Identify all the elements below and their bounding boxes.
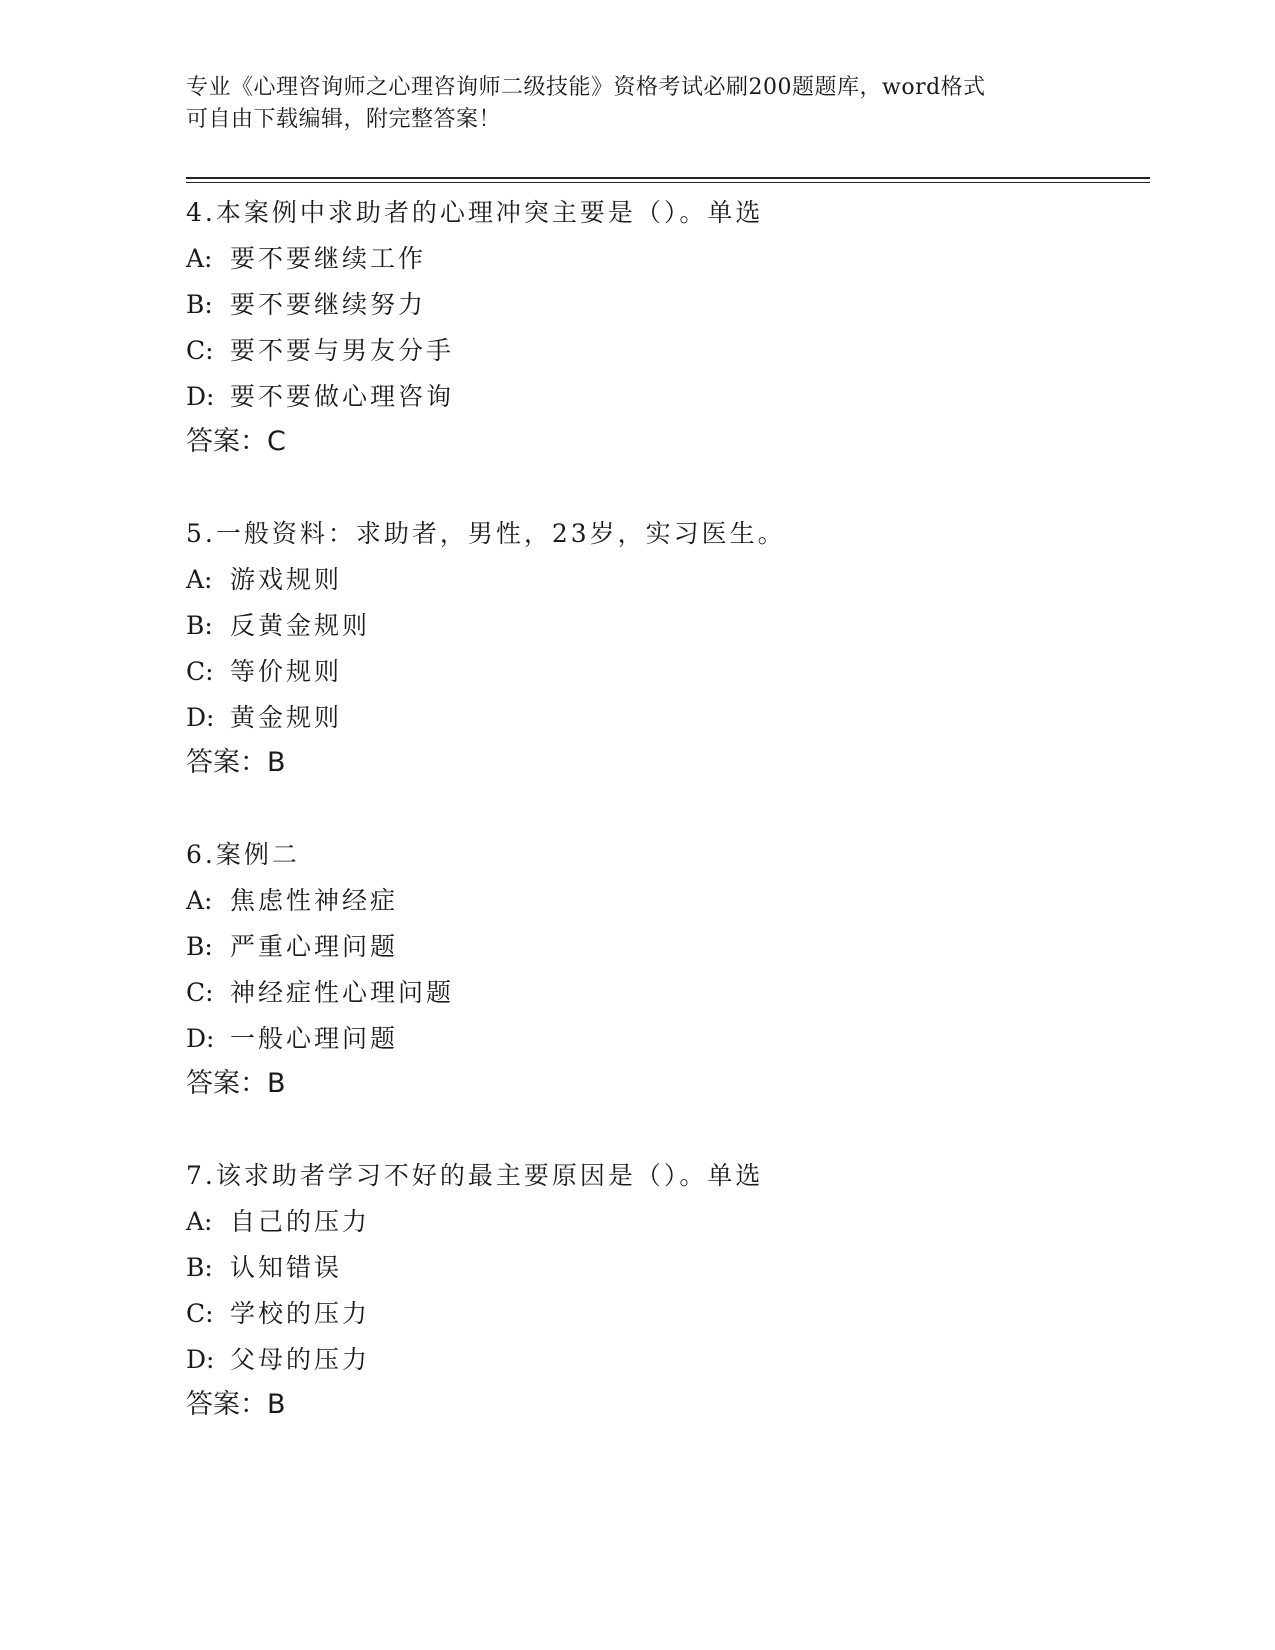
header-line-1: 专业《心理咨询师之心理咨询师二级技能》资格考试必刷200题题库，word格式	[186, 75, 986, 100]
option-d	[186, 374, 1146, 420]
option-key: B:	[186, 932, 213, 961]
option-b	[186, 924, 1146, 970]
option-key: C:	[186, 1299, 214, 1328]
option-text: 要不要做心理咨询	[230, 382, 455, 411]
option-key: C:	[186, 657, 214, 686]
option-b	[186, 1245, 1146, 1291]
option-key: B:	[186, 290, 213, 319]
option-key: D:	[186, 1345, 215, 1374]
option-text: 学校的压力	[230, 1299, 371, 1328]
option-a	[186, 236, 1146, 282]
question-4	[186, 190, 1146, 464]
header-divider-thick	[186, 177, 1150, 179]
option-text: 严重心理问题	[230, 932, 399, 961]
option-d	[186, 1337, 1146, 1383]
option-text: 神经症性心理问题	[230, 978, 455, 1007]
option-a	[186, 1199, 1146, 1245]
option-b	[186, 603, 1146, 649]
option-c	[186, 649, 1146, 695]
answer-line: 答案：B	[186, 747, 286, 778]
document-header	[186, 72, 1086, 136]
option-text: 焦虑性神经症	[230, 886, 399, 915]
option-key: A:	[186, 244, 213, 273]
option-key: D:	[186, 382, 215, 411]
option-text: 黄金规则	[230, 703, 343, 732]
header-divider-thin	[186, 182, 1150, 183]
option-text: 要不要继续工作	[230, 244, 427, 273]
question-5	[186, 511, 1146, 785]
option-b	[186, 282, 1146, 328]
question-title: 6.案例二	[186, 840, 300, 869]
question-7	[186, 1153, 1146, 1427]
option-c	[186, 1291, 1146, 1337]
option-a	[186, 878, 1146, 924]
option-c	[186, 328, 1146, 374]
option-a	[186, 557, 1146, 603]
option-text: 父母的压力	[230, 1345, 371, 1374]
question-title: 5.一般资料：求助者，男性，23岁，实习医生。	[186, 519, 786, 548]
option-d	[186, 695, 1146, 741]
option-text: 一般心理问题	[230, 1024, 399, 1053]
option-key: C:	[186, 336, 214, 365]
answer-line: 答案：C	[186, 426, 286, 457]
option-c	[186, 970, 1146, 1016]
answer-line: 答案：B	[186, 1389, 286, 1420]
option-key: A:	[186, 886, 213, 915]
option-d	[186, 1016, 1146, 1062]
question-list	[186, 190, 1146, 1474]
option-key: B:	[186, 611, 213, 640]
option-text: 游戏规则	[230, 565, 343, 594]
option-key: A:	[186, 565, 213, 594]
option-text: 反黄金规则	[230, 611, 371, 640]
option-key: D:	[186, 1024, 215, 1053]
header-line-2: 可自由下载编辑，附完整答案！	[186, 107, 502, 132]
option-text: 要不要继续努力	[230, 290, 427, 319]
option-text: 认知错误	[230, 1253, 343, 1282]
option-text: 等价规则	[230, 657, 343, 686]
option-text: 自己的压力	[230, 1207, 371, 1236]
question-title: 4.本案例中求助者的心理冲突主要是（）。单选	[186, 198, 764, 227]
option-key: D:	[186, 703, 215, 732]
question-6	[186, 832, 1146, 1106]
option-key: A:	[186, 1207, 213, 1236]
option-key: C:	[186, 978, 214, 1007]
option-key: B:	[186, 1253, 213, 1282]
question-title: 7.该求助者学习不好的最主要原因是（）。单选	[186, 1161, 764, 1190]
answer-line: 答案：B	[186, 1068, 286, 1099]
option-text: 要不要与男友分手	[230, 336, 455, 365]
